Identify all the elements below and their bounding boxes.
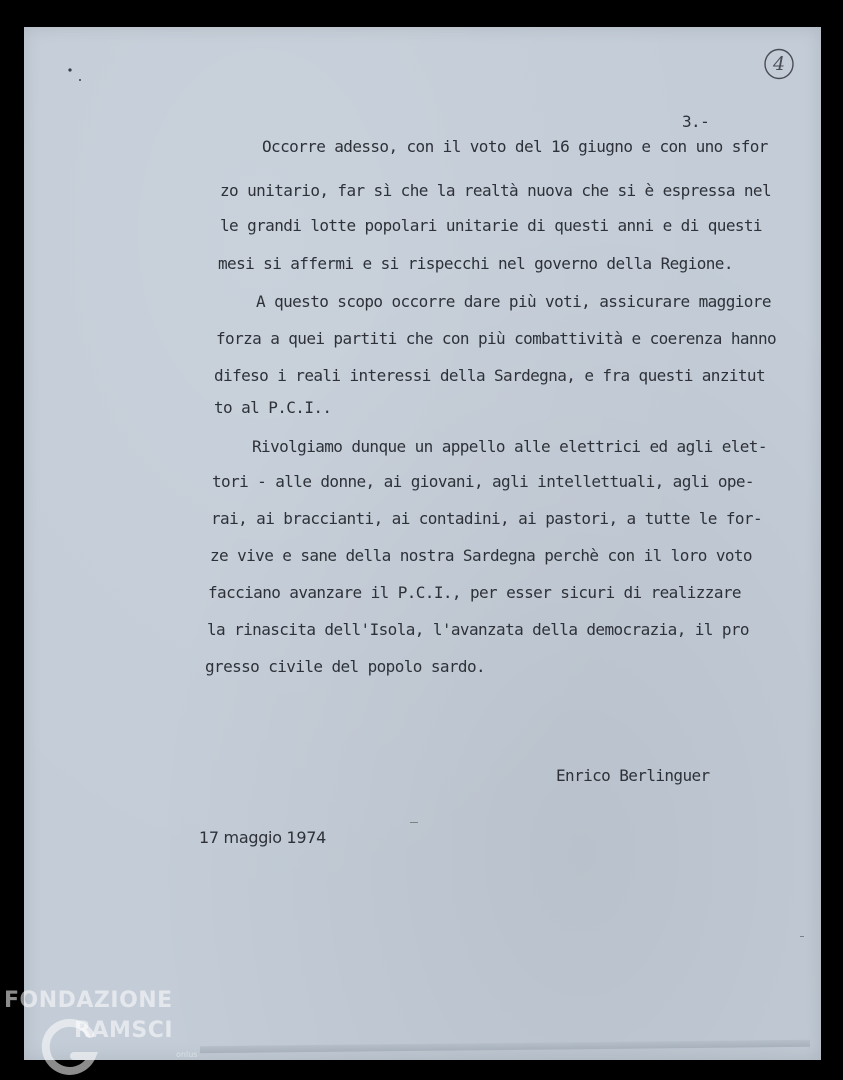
text-line-15: gresso civile del popolo sardo. bbox=[205, 657, 486, 676]
text-line-1: Occorre adesso, con il voto del 16 giugno e con uno sfor bbox=[262, 137, 768, 156]
watermark bbox=[4, 988, 219, 1080]
signature: Enrico Berlinguer bbox=[556, 766, 710, 785]
text-line-6: forza a quei partiti che con più combattività e coerenza hanno bbox=[216, 329, 777, 348]
text-line-8: to al P.C.I.. bbox=[214, 398, 332, 417]
text-line-11: rai, ai braccianti, ai contadini, ai pastori, a tutte le for- bbox=[211, 509, 763, 528]
stray-mark bbox=[800, 936, 804, 937]
text-line-4: mesi si affermi e si rispecchi nel governo della Regione. bbox=[218, 254, 733, 273]
watermark-line-3: onlus bbox=[176, 1050, 198, 1059]
date: 17 maggio 1974 bbox=[199, 828, 326, 847]
watermark-line-2: RAMSCI bbox=[74, 1018, 174, 1043]
text-line-2: zo unitario, far sì che la realtà nuova che si è espressa nel bbox=[220, 181, 772, 200]
text-line-10: tori - alle donne, ai giovani, agli intellettuali, agli ope- bbox=[212, 472, 754, 491]
archive-page-number bbox=[763, 48, 795, 80]
text-line-12: ze vive e sane della nostra Sardegna perchè con il loro voto bbox=[210, 546, 752, 565]
text-line-3: le grandi lotte popolari unitarie di questi anni e di questi bbox=[220, 216, 762, 235]
text-line-7: difeso i reali interessi della Sardegna, e fra questi anzitut bbox=[214, 366, 766, 385]
text-line-5: A questo scopo occorre dare più voti, assicurare maggiore bbox=[256, 292, 771, 311]
text-line-13: facciano avanzare il P.C.I., per esser sicuri di realizzare bbox=[208, 583, 741, 602]
stray-mark bbox=[410, 822, 418, 823]
watermark-line-1: FONDAZIONE bbox=[4, 988, 173, 1013]
page-number: 3.- bbox=[682, 112, 710, 131]
text-line-14: la rinascita dell'Isola, l'avanzata della democrazia, il pro bbox=[207, 620, 749, 639]
stray-ink-mark bbox=[66, 66, 84, 84]
text-line-9: Rivolgiamo dunque un appello alle elettrici ed agli elet- bbox=[252, 437, 767, 456]
archive-number-text: 4 bbox=[772, 53, 786, 75]
